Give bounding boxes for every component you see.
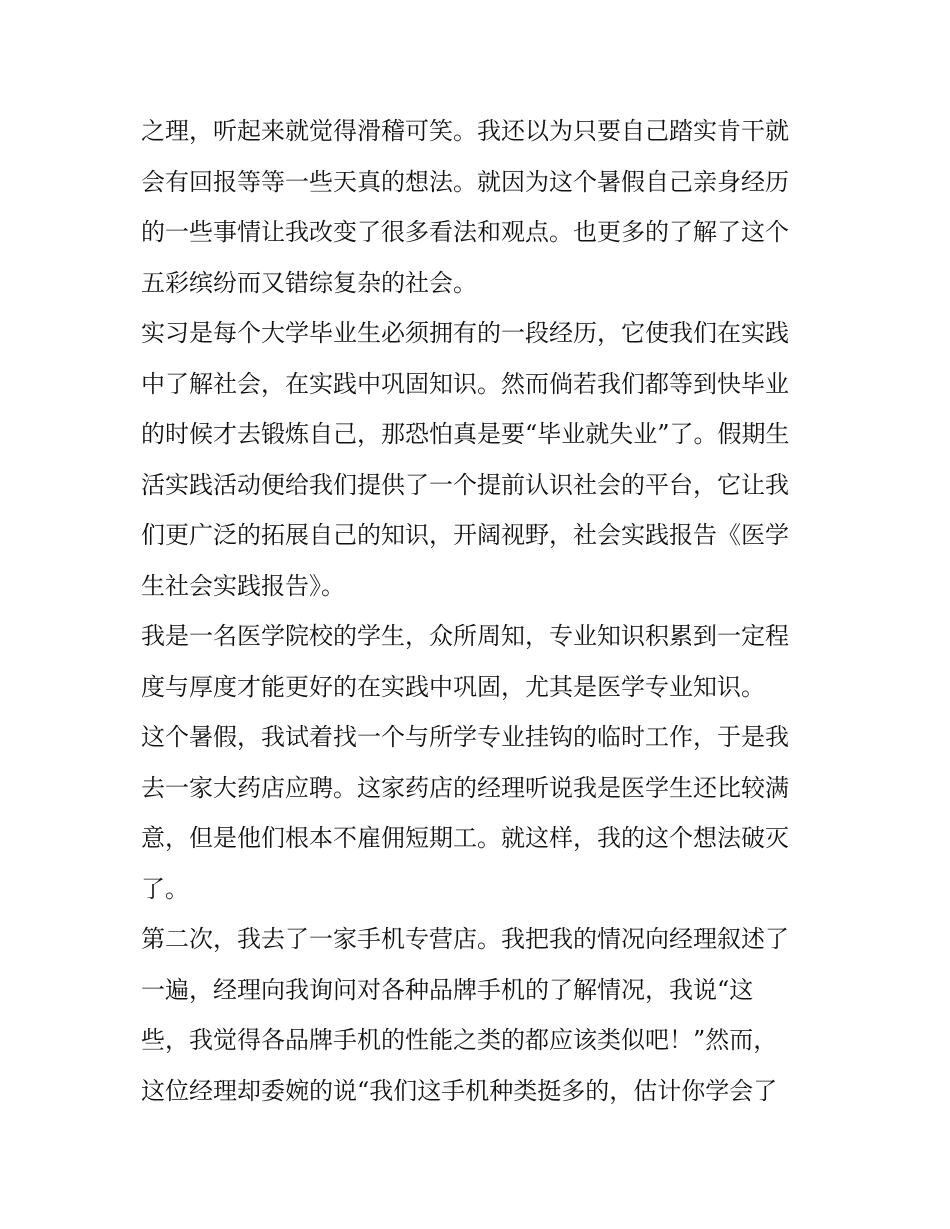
text-line: 度与厚度才能更好的在实践中巩固，尤其是医学专业知识。: [141, 672, 765, 701]
text-line: 去一家大药店应聘。这家药店的经理听说我是医学生还比较满: [141, 773, 789, 802]
text-line: 会有回报等等一些天真的想法。就因为这个暑假自己亲身经历: [141, 167, 789, 196]
text-line: 们更广泛的拓展自己的知识，开阔视野，社会实践报告《医学: [141, 521, 789, 549]
body-text: [141, 106, 821, 1116]
text-line: 实习是每个大学毕业生必须拥有的一段经历，它使我们在实践: [141, 319, 789, 347]
text-line: 中了解社会，在实践中巩固知识。然而倘若我们都等到快毕业: [141, 369, 789, 398]
text-line: 些，我觉得各品牌手机的性能之类的都应该类似吧！”然而，: [141, 1026, 778, 1054]
text-line: 五彩缤纷而又错综复杂的社会。: [141, 268, 477, 297]
text-line: 的时候才去锻炼自己，那恐怕真是要“毕业就失业”了。假期生: [141, 420, 790, 448]
text-line: 了。: [141, 874, 189, 903]
text-line: 的一些事情让我改变了很多看法和观点。也更多的了解了这个: [141, 218, 789, 246]
text-line: 这个暑假，我试着找一个与所学专业挂钩的临时工作，于是我: [141, 723, 789, 751]
text-line: 之理，听起来就觉得滑稽可笑。我还以为只要自己踏实肯干就: [141, 117, 789, 145]
text-line: 意，但是他们根本不雇佣短期工。就这样，我的这个想法破灭: [141, 824, 789, 852]
text-line: 我是一名医学院校的学生，众所周知，专业知识积累到一定程: [141, 622, 789, 650]
text-line: 第二次，我去了一家手机专营店。我把我的情况向经理叙述了: [141, 925, 789, 953]
text-line: 活实践活动便给我们提供了一个提前认识社会的平台，它让我: [141, 470, 789, 499]
text-line: 一遍，经理向我询问对各种品牌手机的了解情况，我说“这: [141, 975, 754, 1004]
text-line: 生社会实践报告》。: [141, 571, 345, 600]
text-line: 这位经理却委婉的说“我们这手机种类挺多的，估计你学会了: [141, 1076, 778, 1105]
